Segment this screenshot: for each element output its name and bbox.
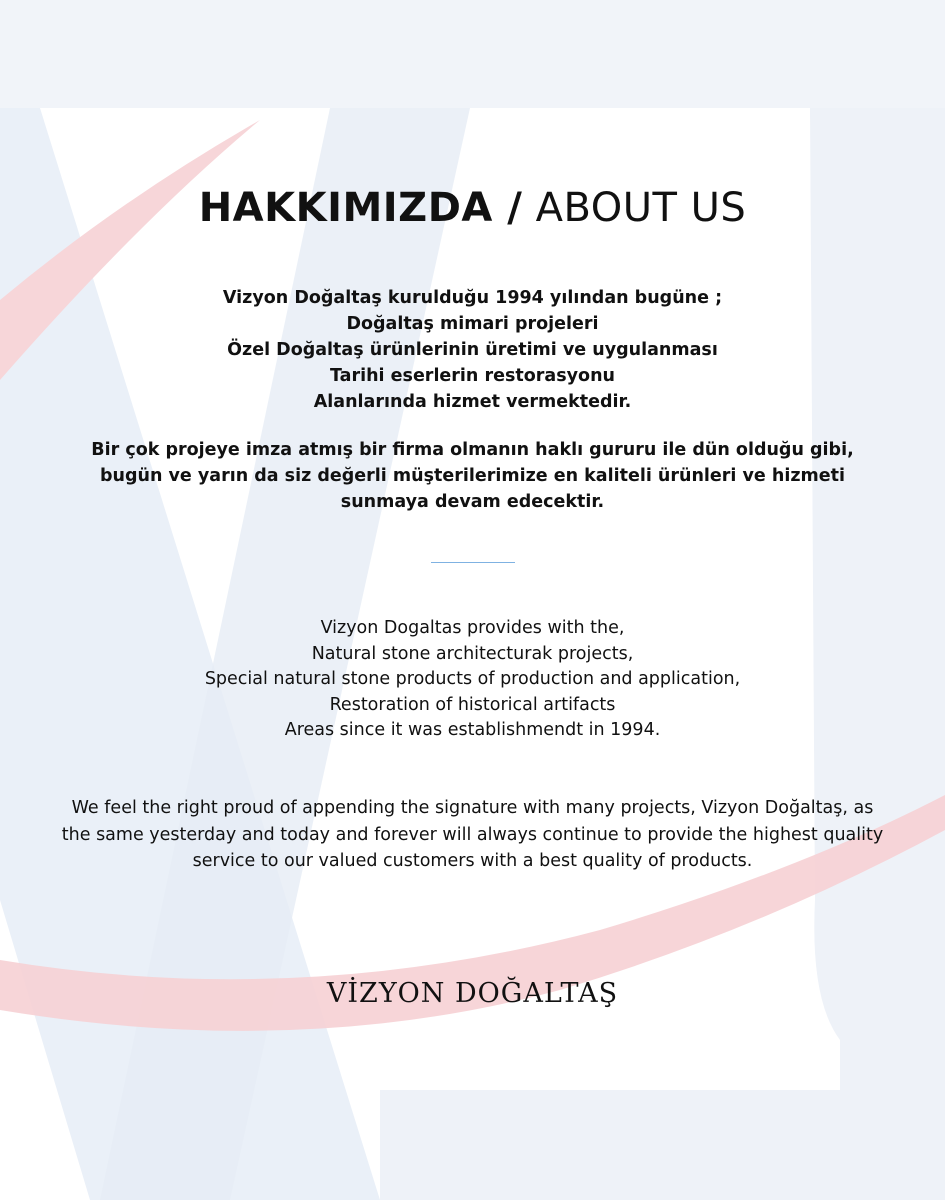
list-item: Özel Doğaltaş ürünlerinin üretimi ve uygulanması <box>227 340 718 360</box>
brand-logo-text: VİZYON DOĞALTAŞ <box>326 978 619 1009</box>
title-turkish: HAKKIMIZDA / <box>198 185 523 231</box>
list-item: Doğaltaş mimari projeleri <box>346 314 599 334</box>
list-item: Vizyon Doğaltaş kurulduğu 1994 yılından bugüne ; <box>222 288 723 308</box>
page-title <box>0 185 945 231</box>
list-item: Restoration of historical artifacts <box>329 694 616 715</box>
english-paragraph: We feel the right proud of appending the signature with many projects, Vizyon Doğaltaş, as the same yesterday and today and forever will always continue to provide the highest quality service to our valued customers with a best quality of products. <box>61 798 884 871</box>
list-item: Special natural stone products of production and application, <box>204 669 741 689</box>
list-item: Areas since it was establishmendt in 1994. <box>284 720 661 740</box>
list-item: Vizyon Dogaltas provides with the, <box>320 618 625 638</box>
turkish-services-list <box>0 285 945 415</box>
section-divider <box>431 562 515 563</box>
list-item: Alanlarında hizmet vermektedir. <box>313 392 632 412</box>
list-item: Tarihi eserlerin restorasyonu <box>329 366 615 386</box>
english-services-list <box>0 616 945 744</box>
title-english: ABOUT US <box>535 185 747 231</box>
list-item: Natural stone architecturak projects, <box>311 643 634 664</box>
turkish-paragraph: Bir çok projeye imza atmış bir firma olmanın haklı gururu ile dün olduğu gibi, bugün ve yarın da siz değerli müşterilerimize en kaliteli ürünleri ve hizmeti sunmaya devam edecektir. <box>91 440 854 512</box>
